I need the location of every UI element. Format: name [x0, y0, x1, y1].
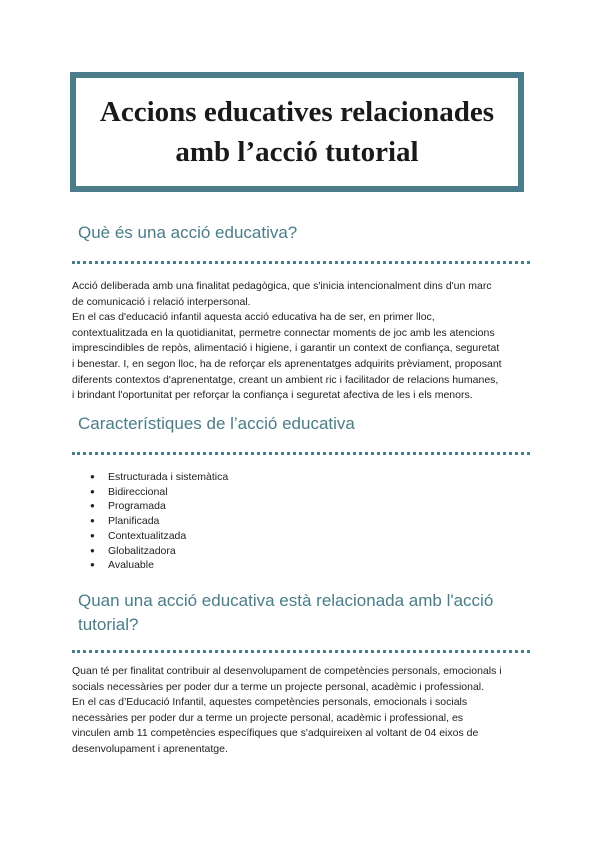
paragraph-line: i benestar. I, en segon lloc, ha de reforçar els aprenentatges adquirits prèviament, proposant	[72, 357, 502, 370]
paragraph-line: vinculen amb 11 competències específiques que s'adquireixen al voltant de 04 eixos de	[72, 727, 479, 740]
list-item: ● Avaluable	[90, 558, 228, 573]
list-item: ● Programada	[90, 499, 228, 514]
section-heading-characteristics: Característiques de l’acció educativa	[78, 414, 355, 433]
paragraph-line: Quan té per finalitat contribuir al desenvolupament de competències personals, emocionals i	[72, 665, 502, 677]
document-title-line-1: Accions educatives relacionades	[99, 96, 495, 128]
document-title-line-2: amb l’acció tutorial	[175, 136, 419, 168]
heading-line-2: tutorial?	[78, 615, 139, 634]
section-paragraph-what	[72, 279, 540, 404]
list-item: ● Bidireccional	[90, 485, 228, 500]
characteristics-list	[90, 470, 228, 573]
dotted-divider	[72, 452, 530, 455]
dotted-divider	[72, 650, 530, 653]
heading-line-1: Quan una acció educativa està relacionada amb l'acció	[78, 591, 494, 610]
list-item: ● Contextualitzada	[90, 529, 228, 544]
paragraph-line: En el cas d’Educació Infantil, aquestes competències personals, emocionals i socials	[72, 696, 468, 709]
paragraph-line: i brindant l'oportunitat per reforçar la confiança i seguretat afectiva de les i els menors.	[72, 389, 473, 402]
paragraph-line: socials necessàries per poder dur a terme un projecte personal, acadèmic i professional.	[72, 680, 485, 693]
list-item: ● Globalitzadora	[90, 544, 228, 559]
paragraph-line: contextualitzada en la quotidianitat, permetre connectar moments de joc amb les atencions	[72, 326, 495, 339]
section-paragraph-relation	[72, 664, 540, 758]
section-heading-relation	[78, 589, 493, 637]
dotted-divider	[72, 261, 530, 264]
section-heading-what: Què és una acció educativa?	[78, 223, 298, 242]
list-item: ● Estructurada i sistemàtica	[90, 470, 228, 485]
paragraph-line: de comunicació i relació interpersonal.	[72, 295, 251, 308]
paragraph-line: En el cas d'educació infantil aquesta acció educativa ha de ser, en primer lloc,	[72, 311, 435, 324]
paragraph-line: desenvolupament i aprenentatge.	[72, 742, 228, 755]
title-box	[70, 72, 524, 192]
paragraph-line: necessàries per poder dur a terme un projecte personal, acadèmic i professional, es	[72, 711, 464, 724]
paragraph-line: diferents contextos d'aprenentatge, creant un ambient ric i facilitador de relacions humanes,	[72, 373, 499, 386]
list-item: ● Planificada	[90, 514, 228, 529]
paragraph-line: imprescindibles de repòs, alimentació i higiene, i garantir un context de confiança, seguretat	[72, 342, 500, 355]
paragraph-line: Acció deliberada amb una finalitat pedagògica, que s'inicia intencionalment dins d'un marc	[72, 280, 492, 292]
